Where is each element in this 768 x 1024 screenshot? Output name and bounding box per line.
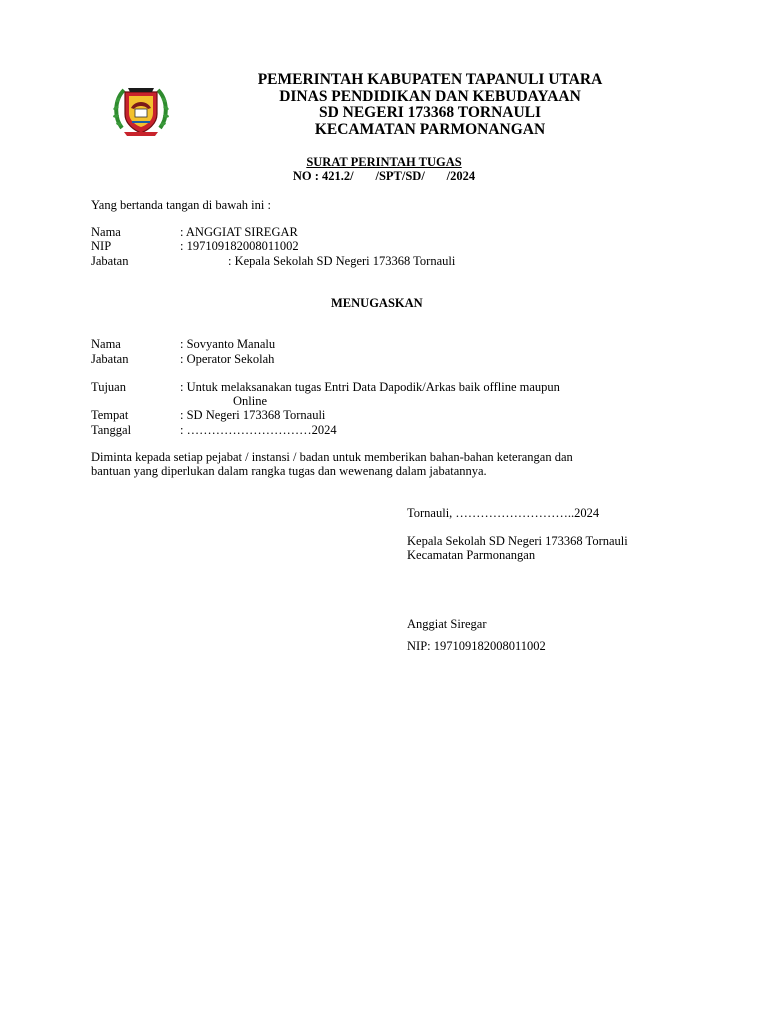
- assignee-nama-label: Nama: [91, 337, 121, 351]
- tujuan-label: Tujuan: [91, 380, 126, 394]
- tujuan-value-line-2: Online: [233, 394, 268, 408]
- assignee-nama-value: : Sovyanto Manalu: [180, 337, 276, 351]
- tempat-label: Tempat: [91, 408, 129, 422]
- signer-nip-label: NIP: [91, 239, 112, 253]
- tujuan-value-line-1: : Untuk melaksanakan tugas Entri Data Dapodik/Arkas baik offline maupun: [180, 380, 560, 394]
- assignee-jabatan-value: : Operator Sekolah: [180, 352, 275, 366]
- signature-nip: NIP: 197109182008011002: [407, 639, 546, 653]
- signature-name: Anggiat Siregar: [407, 617, 487, 631]
- letterhead-line-1: PEMERINTAH KABUPATEN TAPANULI UTARA: [257, 71, 603, 88]
- letterhead-line-2: DINAS PENDIDIKAN DAN KEBUDAYAAN: [279, 87, 581, 105]
- closing-line-2: bantuan yang diperlukan dalam rangka tugas dan wewenang dalam jabatannya.: [91, 464, 487, 478]
- tanggal-label: Tanggal: [91, 423, 132, 437]
- letterhead-line-4: KECAMATAN PARMONANGAN: [314, 120, 546, 138]
- document-number: NO : 421.2/ /SPT/SD/ /2024: [292, 169, 476, 183]
- section-heading: MENUGASKAN: [331, 296, 423, 310]
- signer-jabatan-label: Jabatan: [91, 254, 129, 268]
- tempat-value: : SD Negeri 173368 Tornauli: [180, 408, 326, 422]
- signer-nip-value: : 197109182008011002: [180, 239, 299, 253]
- letterhead-line-3: SD NEGERI 173368 TORNAULI: [318, 104, 542, 121]
- signer-jabatan-value: : Kepala Sekolah SD Negeri 173368 Tornauli: [228, 254, 456, 268]
- intro-text: Yang bertanda tangan di bawah ini :: [91, 198, 271, 212]
- tanggal-value: : …………………………2024: [180, 423, 337, 437]
- signer-nama-value: : ANGGIAT SIREGAR: [180, 225, 298, 239]
- document-title: SURAT PERINTAH TUGAS: [306, 155, 462, 169]
- closing-line-1: Diminta kepada setiap pejabat / instansi / badan untuk memberikan bahan-bahan keterangan dan: [91, 450, 573, 464]
- signer-nama-label: Nama: [91, 225, 121, 239]
- regency-emblem-logo: [110, 78, 172, 140]
- assignee-jabatan-label: Jabatan: [91, 352, 129, 366]
- signature-position-line-2: Kecamatan Parmonangan: [407, 548, 536, 562]
- signature-position-line-1: Kepala Sekolah SD Negeri 173368 Tornauli: [407, 534, 628, 548]
- signature-place-date: Tornauli, ………………………..2024: [407, 506, 600, 520]
- letterhead: [180, 72, 680, 138]
